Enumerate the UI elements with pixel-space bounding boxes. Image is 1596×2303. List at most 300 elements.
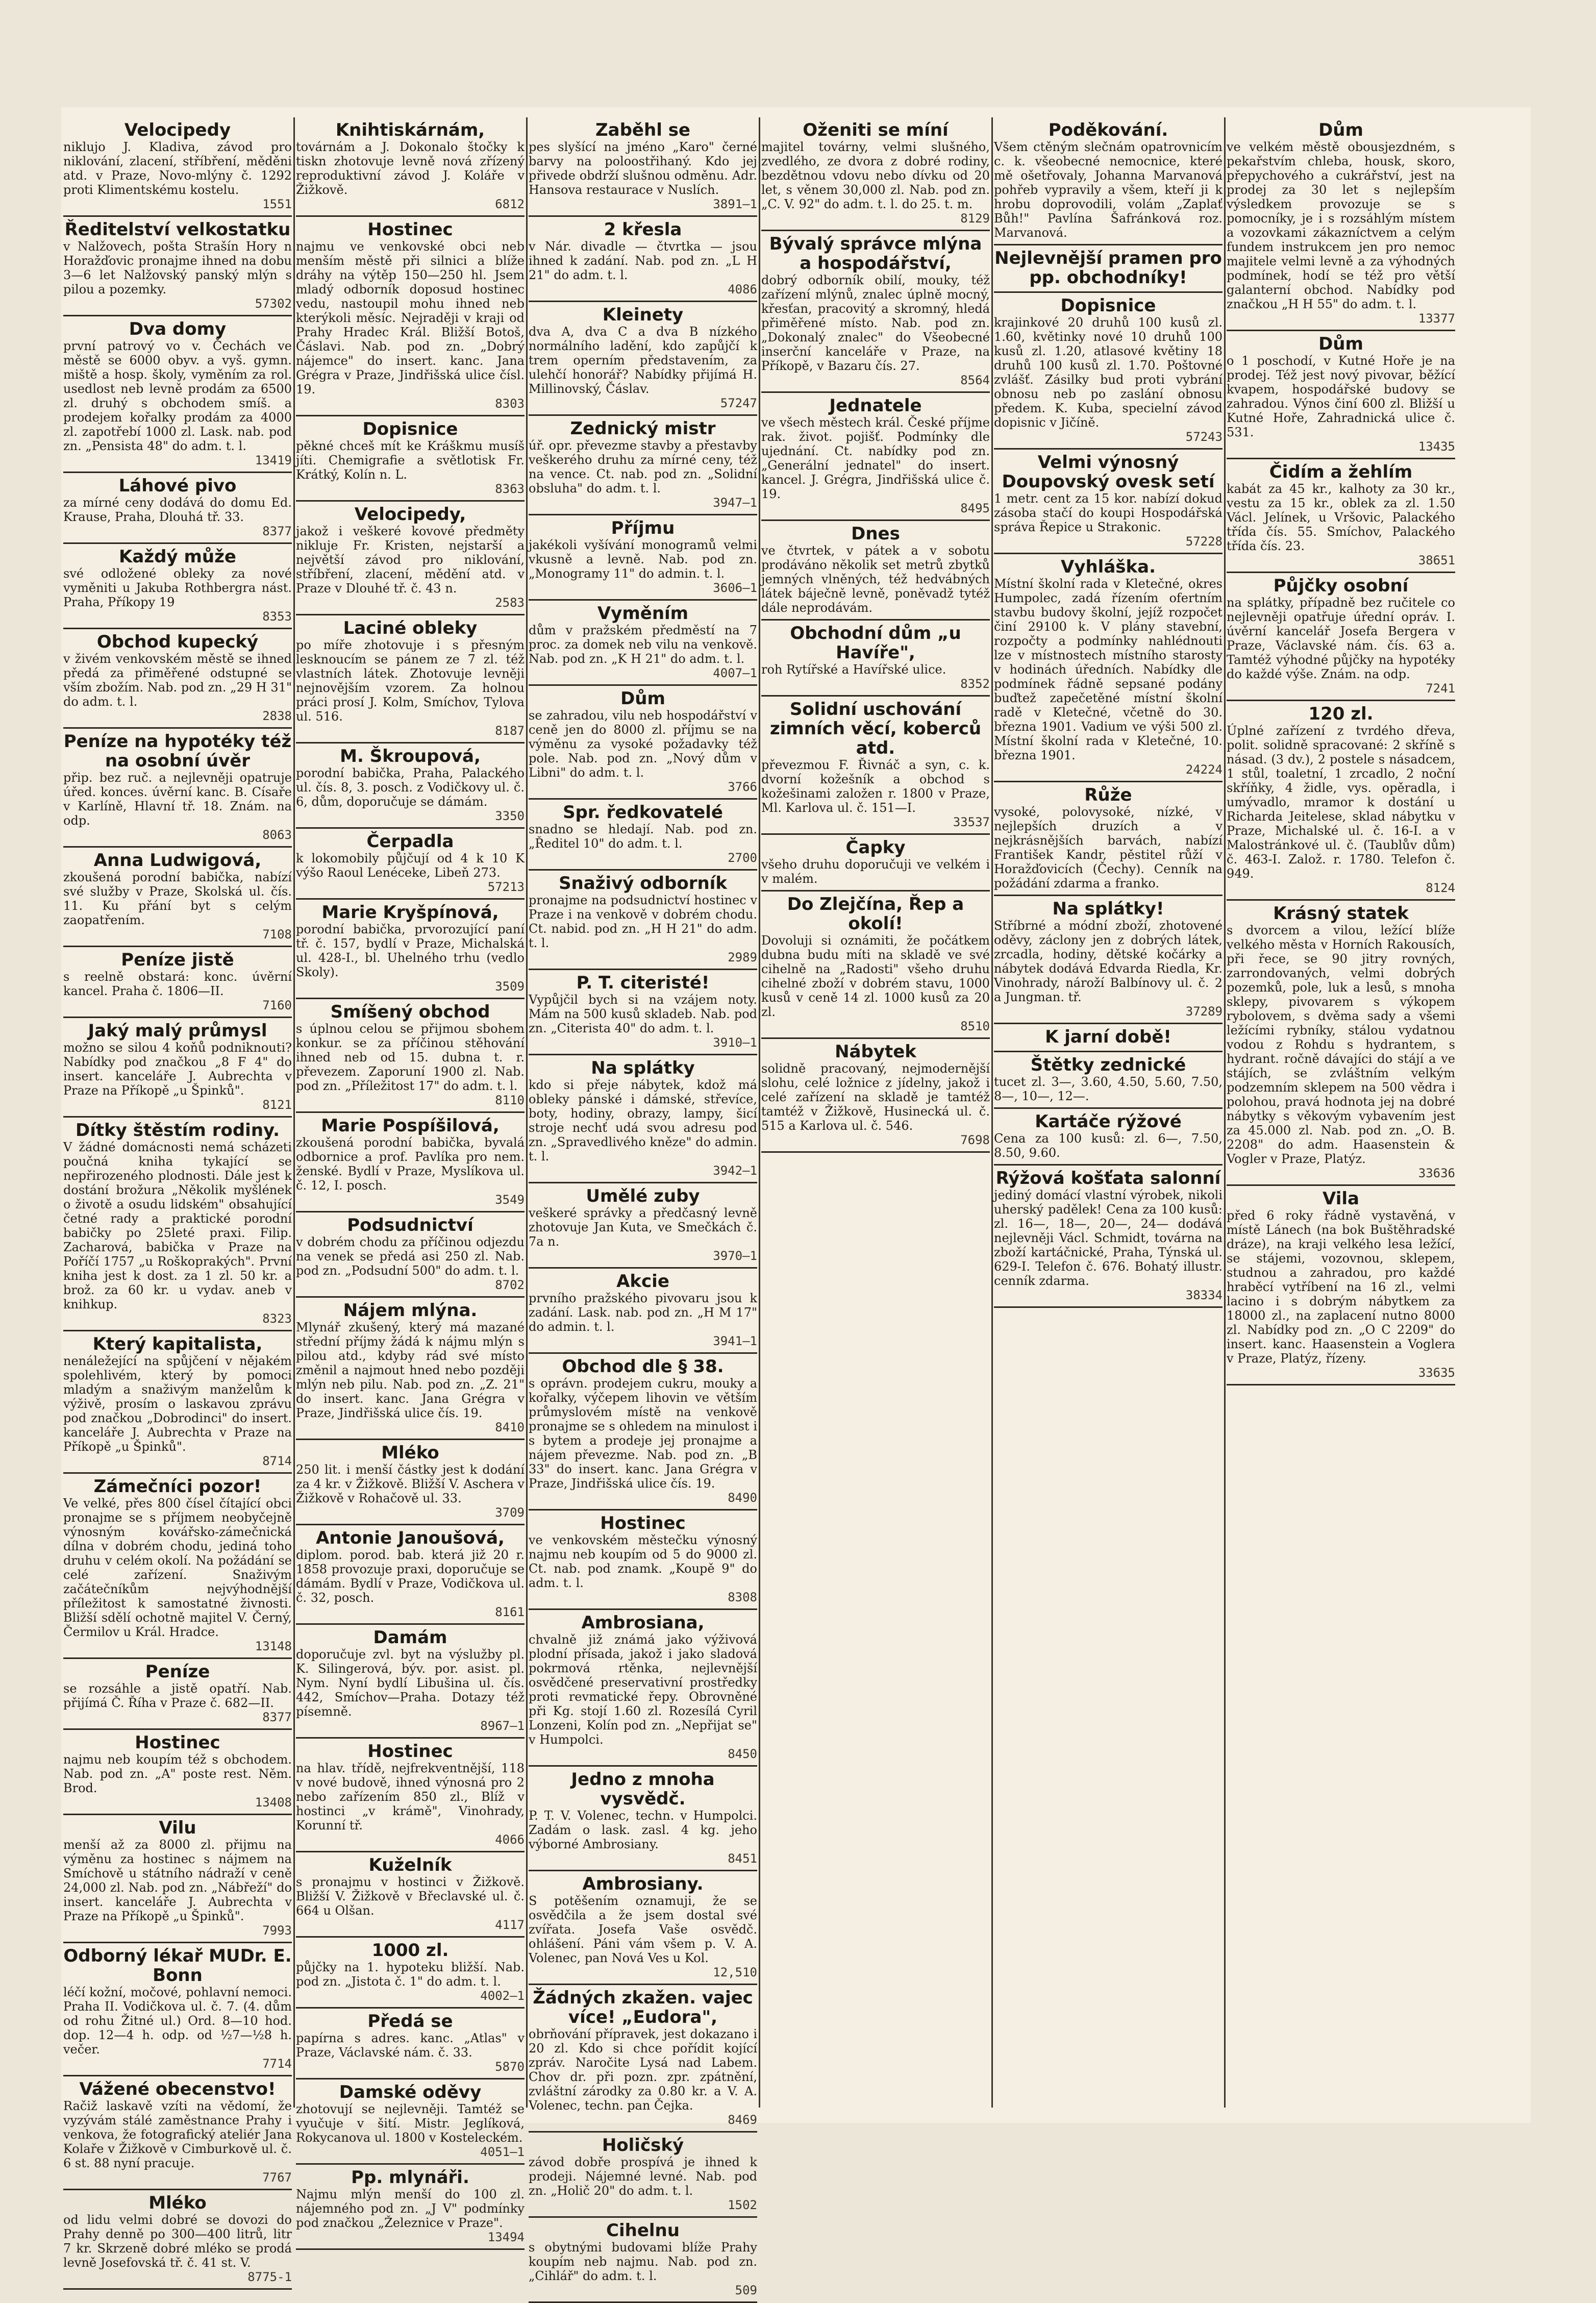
classified-ad	[63, 316, 292, 473]
ad-number: 3709	[495, 1505, 525, 1520]
ad-number: 33537	[953, 815, 990, 829]
classified-ad	[529, 515, 757, 601]
ad-body: Cena za 100 kusů: zl. 6—, 7.50, 8.50, 9.60.	[994, 1131, 1223, 1160]
classified-ad	[761, 393, 990, 521]
ad-body: s obytnými budovami blíže Prahy koupím neb najmu. Nab. pod zn. „Cihlář" do adm. t. l.	[529, 2240, 757, 2283]
classified-ad	[1227, 459, 1455, 573]
ad-body: od lidu velmi dobré se dovozi do Prahy denně po 300—400 litrů, litr 7 kr. Skrzeně dobré mléko se prodá levně Josefovská tř. č. 41 st. V.	[63, 2213, 292, 2270]
classified-ad	[63, 1659, 292, 1730]
ad-heading: Vyměním	[597, 603, 689, 624]
ad-number: 3941—1	[713, 1334, 757, 1348]
ad-body: jediný domácí vlastní výrobek, nikoli uherský padělek! Cena za 100 kusů: zl. 16—, 18—, 20—, 24— dodává nejlevněji Václ. Schmidt, továrna na zboží kartáčnické, Praha, Týnská ul. 629-I. Telefon č. 676. Bohatý illustr. cenník zdarma.	[994, 1188, 1223, 1288]
ad-body: Dovoluji si oznámiti, že počátkem dubna budu míti na skladě ve své cihelně na „Radosti" všeho druhu cihelné zboží v dobrém stavu, 1000 kusů v ceně 14 zl. 1000 kusů za 20 zl.	[761, 933, 990, 1019]
classified-ad	[1227, 331, 1455, 459]
ad-body: s reelně obstará: konc. úvěrní kancel. Praha č. 1806—II.	[63, 970, 292, 998]
ad-heading: 2 křesla	[604, 219, 682, 240]
ad-number: 8110	[495, 1093, 525, 1107]
ad-number: 2838	[262, 709, 292, 723]
ad-body: majitel továrny, velmi slušného, zvedlého, ze dvora z dobré rodiny, bezdětnou vdovu nebo dívku od 20 let, s věnem 30,000 zl. Nab. pod zn. „C. V. 92" do adm. t. l. do 25. t. m.	[761, 140, 990, 211]
ad-body: 250 lit. i menší částky jest k dodání za 4 kr. v Žižkově. Bližší V. Aschera v Žižkově v Rohačově ul. 33.	[296, 1463, 525, 1505]
classified-ad	[63, 1018, 292, 1118]
ad-heading: Kartáče rýžové	[1035, 1111, 1182, 1132]
classified-ad	[994, 1166, 1223, 1308]
ad-heading: Kleinety	[602, 305, 684, 325]
ad-heading: Vila	[1323, 1188, 1359, 1209]
ad-body: diplom. porod. bab. která již 20 r. 1858 provozuje praxi, doporučuje se dámám. Bydlí v Praze, Vodičkova ul. č. 32, posch.	[296, 1548, 525, 1605]
classified-ad	[296, 1739, 525, 1852]
ad-body: veškeré správky a předčasný levně zhotovuje Jan Kuta, ve Smečkách č. 7a n.	[529, 1206, 757, 1249]
ad-body: zhotovují se nejlevněji. Tamtéž se vyučuje v šití. Mistr. Jeglíková, Rokycanova ul. 1800 v Kosteleckém.	[296, 2102, 525, 2145]
ad-heading: Jednatele	[829, 395, 922, 416]
ad-number: 7108	[262, 927, 292, 942]
ad-heading: Odborný lékař MUDr. E. Bonn	[63, 1946, 292, 1986]
column-5	[994, 117, 1223, 2108]
ad-body: pes slyšící na jméno „Karo" černé barvy na poloostřihaný. Kdo jej přivede obdrží slušnou odměnu. Adr. Hansova restaurace v Nuslích.	[529, 140, 757, 197]
ad-heading: Půjčky osobní	[1273, 576, 1409, 596]
ad-body: s dvorcem a vilou, ležící blíže velkého města v Horních Rakousích, při řece, se 90 jitry rovných, zarrondovaných, velmi dobrých pozemků, pole, luk a lesů, s mnoha sklepy, pivovarem s výkopem rybolovem, s dvěma sady a všemi ležícími rybníky, stálou vydatnou vodou z Rohdu s hydrantem, s hydrant. ročně dávajíci do stájí a ve stájích, se zvláštním velkým podzemním sklepem na 500 vědra i polohou, pravá hodnota jej na dobré nábytky s věkovým vybavením jest za 45.000 zl. Nab. pod zn. „O. B. 2208" do adm. Haasenstein & Vogler v Praze, Platýz.	[1227, 923, 1455, 1166]
column-6	[1227, 117, 1455, 2108]
ad-body: na hlav. třídě, nejfrekventnější, 118 v nové budově, ihned výnosná pro 2 nebo zařízením 850 zl., Blíž v hostinci „v krámě", Vinohrady, Korunní tř.	[296, 1761, 525, 1833]
ad-number: 3942—1	[713, 1163, 757, 1178]
ad-body: v dobrém chodu za příčinou odjezdu na venek se předá asi 250 zl. Nab. pod zn. „Podsudní 500" do adm. t. l.	[296, 1235, 525, 1278]
ad-body: Stříbrné a módní zboží, zhotovené oděvy, záclony jen z dobrých látek, zrcadla, hodiny, dětské kočárky a nábytek dodává Edvarda Riedla, Kr. Vinohrady, nároží Balbínovy ul. č. 2 a Jungman. tř.	[994, 919, 1223, 1004]
ad-number: 38334	[1185, 1288, 1223, 1302]
classified-ad	[529, 601, 757, 686]
classified-ad	[63, 117, 292, 217]
ad-body: Všem ctěným slečnám opatrovnicím c. k. všeobecné nemocnice, které mě ošetřovaly, Johanna Marvanová pohřeb vypravily a všem, kteří ji k hrobu doprovodili, volám „Zaplať Bůh!" Pavlína Šafránková roz. Marvanová.	[994, 140, 1223, 240]
classified-ad	[63, 1730, 292, 1815]
ad-body: závod dobře prospívá je ihned k prodeji. Nájemné levné. Nab. pod zn. „Holič 20" do adm. t. l.	[529, 2155, 757, 2198]
ad-heading: Dítky štěstím rodiny.	[76, 1120, 280, 1141]
ad-heading: Hostinec	[135, 1732, 220, 1753]
ad-heading: Obchod kupecký	[96, 632, 259, 652]
classified-ad	[63, 947, 292, 1018]
ad-number: 57243	[1185, 430, 1223, 444]
ad-heading: Čerpadla	[366, 831, 454, 852]
ad-number: 8410	[495, 1420, 525, 1434]
ad-number: 8187	[495, 724, 525, 738]
ad-number: 33635	[1418, 1366, 1455, 1380]
ad-heading: Každý může	[119, 547, 236, 567]
ad-body: své odložené obleky za nové vyměniti u Jakuba Rothbergra nást. Praha, Příkopy 19	[63, 566, 292, 609]
classified-ad	[994, 245, 1223, 293]
ad-heading: M. Škroupová,	[340, 746, 481, 766]
classified-ad	[296, 744, 525, 829]
ad-number: 8352	[960, 677, 990, 691]
ad-number: 13377	[1418, 311, 1455, 326]
classified-ad	[994, 1024, 1223, 1052]
ad-body: najmu ve venkovské obci neb menším městě při silnici a blíže dráhy na výtěp 150—250 hl. Jsem mladý odborník doposud hostinec vedu, nastoupil mohu ihned neb kterýkoli měsíc. Nejraději v kraji od Prahy Hradec Král. Bližší Botoš, Čáslavi. Nab. pod zn. „Dobrý nájemce" do insert. kanc. Jana Grégra v Praze, Jindřišská ulice čísl. 19.	[296, 239, 525, 397]
ad-heading: Štětky zednické	[1030, 1055, 1186, 1075]
classified-ad	[296, 829, 525, 900]
ad-number: 5870	[495, 2060, 525, 2074]
classified-ad	[63, 1943, 292, 2076]
ad-body: za mírné ceny dodává do domu Ed. Krause, Praha, Dlouhá tř. 33.	[63, 496, 292, 524]
ad-body: niklujo J. Kladiva, závod pro niklování, zlacení, stříbření, měděni atd. v Praze, Novo-mlýny č. 1292 proti Klimentskému kostelu.	[63, 140, 292, 197]
classified-ad	[529, 1767, 757, 1871]
ad-body: menší až za 8000 zl. přijmu na výměnu za hostinec s nájmem na Smíchově u státního nádraží v ceně 24,000 zl. Nab. pod zn. „Nábřeží" do insert. kanceláře J. Aubrechta v Praze na Příkopě „u Špinků".	[63, 1838, 292, 1923]
ad-heading: Poděkování.	[1048, 120, 1168, 140]
ad-heading: Peníze jistě	[121, 950, 234, 970]
ad-heading: Knihtiskárnám,	[335, 120, 485, 140]
ad-number: 3947—1	[713, 496, 757, 510]
classified-ad	[296, 1212, 525, 1298]
classified-ad	[994, 1109, 1223, 1166]
ad-body: S potěšením oznamuji, že se osvědčila a že jsem dostal své zvířata. Josefa Vaše osvědč. ohlášení. Páni vám všem p. V. A. Volenec, pan Nová Ves u Kol.	[529, 1894, 757, 1965]
ad-body: nenáležející na spůjčení v nějakém spolehlivém, který by pomoci mladým a snaživým manželům k výživě, prosím o laskavou zprávu pod značkou „Dobrodinci" do insert. kanceláře J. Aubrechta v Praze na Příkopě „u Špinků".	[63, 1354, 292, 1454]
classified-ad	[994, 782, 1223, 896]
classified-ad	[63, 729, 292, 848]
classified-ad	[529, 1183, 757, 1269]
classified-ad	[529, 1985, 757, 2133]
ad-body: továrnám a J. Dokonalo štočky k tiskn zhotovuje levně nová zřízený reproduktivní závod J. Koláře v Žižkově.	[296, 140, 525, 197]
column-1	[63, 117, 292, 2284]
classified-ad	[296, 1525, 525, 1625]
ad-body: vysoké, polovysoké, nízké, v nejlepších druzích a v nejkrásnějších barvách, nabízí František Kandr, pěstitel růží v Horažďovicích (Čechy). Cenník na požádání zdarma a franko.	[994, 805, 1223, 890]
ad-body: Mlynář zkušený, který má mazané střední příjmy žádá k nájmu mlýn s pilou atd., kdyby rád své místo změnil a najmout hned nebo později mlýn neb pilu. Nab. pod zn. „Z. 21" do insert. kanc. Jana Grégra v Praze, Jindřišská ulice čís. 19.	[296, 1320, 525, 1420]
ad-number: 3509	[495, 979, 525, 994]
ad-heading: Hostinec	[367, 219, 453, 240]
classified-ad	[994, 554, 1223, 782]
ad-body: se rozsáhle a jistě opatří. Nab. přijímá Č. Říha v Praze č. 682—II.	[63, 1681, 292, 1710]
ad-body: dva A, dva C a dva B nízkého normálního ladění, kdo zapůjčí k trem operním představením, za ulehčí honorář? Nabídky přijímá H. Millinovský, Čáslav.	[529, 325, 757, 396]
ad-number: 8490	[728, 1491, 757, 1505]
classified-ad	[529, 1871, 757, 1985]
ad-heading: Obchod dle § 38.	[562, 1356, 724, 1377]
ad-body: kabát za 45 kr., kalhoty za 30 kr., vestu za 15 kr., oblek za zl. 1.50 Václ. Jelínek, u Vršovic, Palackého třída čís. 55. Smíchov, Palackého třída čís. 23.	[1227, 482, 1455, 553]
ad-heading: Dopisnice	[1060, 295, 1156, 316]
ad-heading: Láhové pivo	[118, 476, 237, 496]
ad-heading: Holičský	[602, 2135, 684, 2156]
classified-ad	[1227, 1186, 1455, 1385]
ad-body: úř. opr. převezme stavby a přestavby veškerého druhu za mírné ceny, též na vence. Ct. nab. pod zn. „Solidní obsluha" do adm. t. l.	[529, 438, 757, 496]
ad-heading: Na splátky	[591, 1058, 695, 1078]
ad-body: zkoušená porodní babička, byvalá odbornice a prof. Pavlíka pro nem. ženské. Bydlí v Praze, Myslíkova ul. č. 12, I. posch.	[296, 1135, 525, 1193]
classified-ad	[296, 416, 525, 502]
classified-ad	[761, 892, 990, 1039]
ad-number: 7698	[960, 1133, 990, 1147]
ad-heading: Nábytek	[835, 1042, 916, 1062]
classified-ad	[529, 2133, 757, 2218]
classified-ad	[296, 615, 525, 744]
ad-number: 4007—1	[713, 666, 757, 680]
ad-heading: Ředitelství velkostatku	[64, 219, 291, 240]
ad-body: k lokomobily půjčují od 4 k 10 K výšo Raoul Lenéceke, Libeň 273.	[296, 851, 525, 880]
ad-number: 4066	[495, 1833, 525, 1847]
column-rule	[1224, 117, 1226, 2108]
ad-heading: Spr. ředkovatelé	[563, 802, 723, 823]
ad-body: jakékoli vyšívání monogramů velmi vkusně a levně. Nab. pod zn. „Monogramy 11" do admin. t. l.	[529, 538, 757, 581]
classified-ad	[529, 686, 757, 800]
ad-heading: Umělé zuby	[586, 1186, 700, 1206]
ad-number: 24224	[1185, 762, 1223, 777]
classified-ad	[761, 621, 990, 697]
classified-ad	[63, 629, 292, 729]
classified-ad	[296, 1113, 525, 1212]
ad-number: 8161	[495, 1605, 525, 1619]
ad-body: snadno se hledají. Nab. pod zn. „Ředitel 10" do adm. t. l.	[529, 822, 757, 851]
ad-number: 3549	[495, 1193, 525, 1207]
ad-heading: Velmi výnosný Doupovský ovesk setí	[1002, 452, 1215, 492]
ad-body: půjčky na 1. hypoteku bližší. Nab. pod zn. „Jistota č. 1" do adm. t. l.	[296, 1960, 525, 1989]
ad-number: 3766	[728, 780, 757, 794]
column-4	[761, 117, 990, 2108]
classified-ad	[296, 1625, 525, 1739]
ad-number: 37289	[1185, 1004, 1223, 1019]
ad-heading: Zámečníci pozor!	[93, 1476, 262, 1497]
classified-ad	[994, 1052, 1223, 1109]
classified-ad	[296, 999, 525, 1113]
ad-body: solidně pracovaný, nejmodernější slohu, celé ložnice z jídelny, jakož i celé zařízení na skladě je tamtéž tamtéž v Žižkově, Husinecká ul. č. 515 a Karlova ul. č. 546.	[761, 1061, 990, 1133]
ad-heading: Nájem mlýna.	[343, 1300, 478, 1321]
classified-ad	[529, 1055, 757, 1183]
ad-heading: Zednický mistr	[570, 418, 716, 439]
classified-ad	[761, 521, 990, 621]
ad-body: krajinkové 20 druhů 100 kusů zl. 1.60, květinky nové 10 druhů 100 kusů zl. 1.20, atlasové květiny 18 druhů 100 kusů zl. 1.70. Poštovné zvlášť. Zásilky bud proti vybrání obnosu neb po zaslání obnosu předem. K. Kuba, specielní závod dopisnic v Jičíně.	[994, 315, 1223, 430]
classified-ad	[1227, 573, 1455, 701]
classified-ad	[761, 1039, 990, 1153]
ad-body: možno se silou 4 koňů podniknouti? Nabídky pod značkou „8 F 4" do insert. kanceláře J. Aubrechta v Praze na Příkopě „u Špinků".	[63, 1041, 292, 1098]
ad-heading: Peníze	[145, 1662, 210, 1682]
ad-body: porodní babička, prvorozující paní tř. č. 157, bydlí v Praze, Michalská ul. 428-I., bl. Uhelného trhu (vedlo Skoly).	[296, 922, 525, 979]
ad-body: Najmu mlýn menší do 100 zl. nájemného pod zn. „J V" podmínky pod značkou „Železnice v Praze".	[296, 2187, 525, 2230]
ad-body: o 1 poschodí, v Kutné Hoře je na prodej. Též jest nový pivovar, běžící kvapem, hospodářské budovy se zahradou. Výnos činí 600 zl. Bližší u Kutné Hoře, Zahradnická ulice č. 531.	[1227, 354, 1455, 439]
ad-number: 3350	[495, 809, 525, 823]
ad-number: 8308	[728, 1590, 757, 1604]
ad-body: ve všech městech král. České příjme rak. život. pojišť. Podmínky dle ujednání. Ct. nabídky pod zn. „Generální jednatel" do insert. kancel. J. Grégra, Jindřišská ulice č. 19.	[761, 415, 990, 501]
ad-heading: Marie Kryšpínová,	[321, 902, 499, 923]
ad-heading: Rýžová košťata salonní	[995, 1168, 1221, 1188]
classified-ad	[296, 2079, 525, 2165]
ad-body: V žádné domácnosti nemá scházeti poučná kniha tykající se nepřirozeného plodnosti. Dále jest k dostání brožura „Několik myšlének o životě a osudu lidském" obsahující četné rady a praktické porodní babičky po 25leté praxi. Filip. Zacharová, babička v Praze na Poříčí 1757 „u Roškoprakých". První kniha jest k dost. za 1 zl. 50 kr. a brož. za 60 kr. u vydav. aneb v knihkup.	[63, 1140, 292, 1311]
ad-heading: Jedno z mnoha vysvědč.	[571, 1769, 715, 1809]
ad-number: 3970—1	[713, 1249, 757, 1263]
classified-ad	[63, 2190, 292, 2290]
ad-body: se zahradou, vilu neb hospodářství v ceně jen do 8000 zl. příjmu se na výměnu za vysoké požadavky též pole. Nab. pod zn. „Nový dům v Libni" do adm. t. l.	[529, 708, 757, 780]
ad-heading: Čapky	[845, 837, 906, 858]
ad-number: 8353	[262, 609, 292, 624]
ad-body: doporučuje zvl. byt na výslužby pl. K. Silingerová, býv. por. asist. pl. Nym. Nyní bydlí Libušina ul. čís. 442, Smíchov—Praha. Dotazy též písemně.	[296, 1647, 525, 1719]
ad-number: 8510	[960, 1019, 990, 1033]
ad-number: 6812	[495, 197, 525, 211]
ad-body: po míře zhotovuje i s přesným lesknoucím se pánem ze 7 zl. též vlastních látek. Zhotovuje levněji nejnovějším vzorem. Za holnou práci prosí J. Kolm, Smíchov, Tylova ul. 516.	[296, 638, 525, 724]
ad-body: v Nár. divadle — čtvrtka — jsou ihned k zadání. Nab. pod zn. „L H 21" do adm. t. l.	[529, 239, 757, 282]
ad-body: Vypůjčil bych si na vzájem noty. Mám na 500 kusů skladeb. Nab. pod zn. „Citerista 40" do adm. t. l.	[529, 993, 757, 1035]
classified-ad	[63, 1474, 292, 1659]
ad-number: 8564	[960, 373, 990, 387]
ad-number: 13148	[255, 1639, 292, 1653]
ad-number: 8121	[262, 1098, 292, 1112]
ad-heading: Ambrosiany.	[582, 1874, 704, 1894]
classified-ad	[296, 2165, 525, 2250]
ad-body: obrňování přípravek, jest dokazano i 20 zl. Kdo si chce pořídit kojící zpráv. Naročite Lysá nad Labem. Chov dr. při pozn. zpr. zpátnění, zvláštní zárodky za 0.80 kr. a V. A. Volenec, techn. pan Čejka.	[529, 2027, 757, 2113]
ad-number: 33636	[1418, 1166, 1455, 1180]
classified-ad	[296, 2009, 525, 2079]
ad-heading: Čidím a žehlím	[1269, 462, 1413, 482]
ad-heading: Dva domy	[129, 319, 227, 339]
classified-ad	[994, 896, 1223, 1024]
ad-number: 8775-1	[247, 2270, 292, 2284]
ad-number: 8967—1	[480, 1719, 525, 1733]
column-3	[529, 117, 757, 2297]
ad-heading: Akcie	[616, 1271, 669, 1292]
ad-heading: Snaživý odborník	[559, 873, 727, 894]
ad-number: 8495	[960, 501, 990, 515]
ad-number: 7160	[262, 998, 292, 1012]
ad-number: 1502	[728, 2198, 757, 2212]
classified-ad	[761, 835, 990, 892]
classified-ad	[63, 544, 292, 629]
ad-heading: Hostinec	[367, 1741, 453, 1762]
classified-ad	[63, 1118, 292, 1331]
ad-number: 4051—1	[480, 2145, 525, 2159]
ad-body: převezmou F. Řivnáč a syn, c. k. dvorní kožešník a obchod s kožešinami založen r. 1800 v Praze, Ml. Karlova ul. č. 151—I.	[761, 758, 990, 815]
ad-number: 3891—1	[713, 197, 757, 211]
ad-number: 8377	[262, 524, 292, 538]
classified-ad	[761, 231, 990, 393]
classified-ad	[529, 2218, 757, 2303]
ad-body: s pronajmu v hostinci v Žižkově. Bližší V. Žižkově v Břeclavské ul. č. 664 u Olšan.	[296, 1875, 525, 1918]
ad-heading: Předá se	[367, 2011, 453, 2032]
classified-ad	[63, 1815, 292, 1943]
ad-heading: P. T. citeristé!	[576, 973, 710, 993]
ad-number: 57228	[1185, 534, 1223, 549]
ad-heading: Ambrosiana,	[581, 1613, 705, 1633]
classified-ad	[529, 1269, 757, 1354]
ad-body: zkoušená porodní babička, nabízí své služby v Praze, Skolská ul. čís. 11. Ku přání byt s celým zaopatřením.	[63, 870, 292, 927]
ad-number: 8714	[262, 1454, 292, 1468]
ad-heading: Dům	[1318, 120, 1363, 140]
classified-ad	[1227, 701, 1455, 901]
ad-heading: Dopisnice	[362, 419, 458, 439]
ad-number: 7241	[1426, 681, 1455, 696]
ad-body: všeho druhu doporučuji ve velkém i v malém.	[761, 857, 990, 886]
ad-heading: Na splátky!	[1052, 899, 1164, 919]
classified-ad	[63, 473, 292, 544]
classified-ad	[529, 1510, 757, 1610]
ad-number: 7714	[262, 2057, 292, 2071]
ad-number: 13408	[255, 1795, 292, 1810]
ad-number: 8063	[262, 828, 292, 842]
classified-ad	[296, 502, 525, 615]
ad-body: P. T. V. Volenec, techn. v Humpolci. Zadám o lask. zasl. 4 kg. jeho výborné Ambrosiany.	[529, 1809, 757, 1851]
ad-heading: Příjmu	[611, 518, 675, 538]
ad-heading: Který kapitalista,	[92, 1334, 263, 1354]
ad-heading: Peníze na hypotéky též na osobní úvěr	[63, 731, 292, 771]
ad-body: na splátky, případně bez ručitele co nejlevněji opatřuje úřední opráv. I. úvěrní kancelář Josefa Bergera v Praze, Václavské nám. čís. 63 a. Tamtéž výhodné půjčky na hypotéky do každé výše. Znám. na odp.	[1227, 596, 1455, 681]
ad-body: Ve velké, přes 800 čísel čítající obci pronajme se s příjmem neobyčejně výnosným kovářsko-zámečnická dílna v dobrém chodu, jediná toho druhu v celém okolí. Na požádání se celé zařízení. Snaživým začátečníkům nejvýhodnější příležitost k samostatné živnosti. Bližší sdělí ochotně majitel V. Černý, Čermilov u Král. Hradce.	[63, 1496, 292, 1639]
classified-ad	[761, 697, 990, 835]
ad-heading: Obchodní dům „u Havíře",	[790, 623, 961, 663]
ad-heading: 1000 zl.	[371, 1940, 449, 1961]
ad-heading: Dnes	[851, 524, 900, 544]
ad-heading: Cihelnu	[606, 2220, 680, 2241]
ad-body: s úplnou celou se přijmou sbohem konkur. se za příčinou stěhování ihned neb od 15. dubna t. r. převezem. Zaporuní 1900 zl. Nab. pod zn. „Příležitost 17" do adm. t. l.	[296, 1022, 525, 1093]
ad-number: 8129	[960, 211, 990, 226]
ad-number: 509	[735, 2283, 757, 2297]
classified-ad	[1227, 117, 1455, 331]
ad-heading: Růže	[1084, 785, 1132, 805]
column-2	[296, 117, 525, 2244]
ad-number: 57302	[255, 296, 292, 311]
ad-number: 57213	[487, 880, 525, 894]
ad-body: před 6 roky řádně vystavěná, v místě Lánech (na bok Buštěhradské dráze), na kraji velkého lesa ležící, se stájemi, vozovnou, sklepem, studnou a zahradou, pro každé hraběcí vytříbení na 16 zl., velmi lacino i s dobrým nábytkem za 18000 zl., na zaplacení nutno 8000 zl. Nabídky pod zn. „O C 2209" do insert. kanc. Haasenstein a Voglera v Praze, Platýz, řízeny.	[1227, 1208, 1455, 1366]
classified-ad	[63, 2076, 292, 2190]
ad-heading: Anna Ludwigová,	[93, 850, 262, 871]
ad-heading: Damské oděvy	[339, 2082, 482, 2102]
classified-ad	[529, 217, 757, 302]
ad-heading: 120 zl.	[1308, 704, 1374, 724]
classified-ad	[296, 900, 525, 999]
ad-body: pěkné chceš mít ke Kráškmu musíš jíti. Chemigrafie a světlotisk Fr. Krátký, Kolín n. L.	[296, 439, 525, 482]
classified-ad	[63, 217, 292, 316]
column-rule	[526, 117, 528, 2108]
classified-ad	[63, 1331, 292, 1474]
ad-number: 8303	[495, 397, 525, 411]
ad-number: 8363	[495, 482, 525, 496]
ad-body: léčí kožní, močové, pohlavní nemoci. Praha II. Vodičkova ul. č. 7. (4. dům od rohu Žitné ul.) Ord. 8—10 hod. dop. 12—4 h. odp. od ½7—½8 h. večer.	[63, 1985, 292, 2057]
ad-number: 38651	[1418, 553, 1455, 567]
classified-ad	[529, 1610, 757, 1767]
ad-body: s oprávn. prodejem cukru, mouky a kořalky, výčepem lihovin ve větším průmyslovém místě na venkově pronajme se s ohledem na minulost i s bytem a prodeje jej pronajme a nájem převezme. Nab. pod zn. „B 33" do insert. kanc. Jana Grégra v Praze, Jindřišská ulice čís. 19.	[529, 1376, 757, 1491]
ad-number: 1551	[262, 197, 292, 211]
ad-heading: K jarní době!	[1045, 1027, 1171, 1047]
ad-body: tucet zl. 3—, 3.60, 4.50, 5.60, 7.50, 8—, 10—, 12—.	[994, 1075, 1223, 1103]
ad-heading: Mléko	[381, 1443, 439, 1463]
ad-body: 1 metr. cent za 15 kor. nabízí dokud zásoba stačí do koupi Hospodářská správa Řepice u Strakonic.	[994, 491, 1223, 534]
ad-body: dům v pražském předměstí na 7 proc. za domek neb vilu na venkově. Nab. pod zn. „K H 21" do adm. t. l.	[529, 623, 757, 666]
classified-ad	[63, 848, 292, 947]
column-rule	[991, 117, 993, 2108]
ad-number: 8451	[728, 1851, 757, 1866]
ad-body: ve velkém městě obousjezdném, s pekařstvím chleba, housk, skoro, přepychového a cukrářství, jest na prodej za 30 let s nejlepším výsledkem provozuje se s pomocníky, je i s rozsáhlým místem a vozovkami zákazníctvem a celým fundem instrukcem jen pro nemoc majitele velmi levně a za výhodných podmínek, hodí se též pro větší galanterní obchod. Nabídky pod značkou „H H 55" do adm. t. l.	[1227, 140, 1455, 311]
ad-body: jakož i veškeré kovové předměty nikluje Fr. Kristen, nejstarší a největší závod pro niklování, stříbření, zlacení, mědění atd. v Praze v Dlouhé tř. č. 43 n.	[296, 524, 525, 596]
ad-number: 2989	[728, 950, 757, 964]
classified-ad	[529, 970, 757, 1055]
ad-heading: Laciné obleky	[343, 618, 478, 638]
ad-heading: Jaký malý průmysl	[88, 1021, 267, 1041]
ad-heading: Velocipedy,	[354, 504, 466, 525]
ad-heading: Vyhláška.	[1061, 557, 1156, 577]
ad-heading: Oženiti se míní	[803, 120, 949, 140]
classified-ad	[296, 217, 525, 416]
classified-ad	[529, 871, 757, 970]
ad-body: roh Rytířské a Havířské ulice.	[761, 662, 946, 677]
ad-number: 2700	[728, 851, 757, 865]
ad-body: chvalně již známá jako výživová plodní přísada, jakož i jako sladová pokrmová rtěnka, nejlevnější osvědčené preservativní prostředky proti revmatické řepy. Obrovněné při Kg. stojí 1.60 zl. Rozesílá Cyril Lonzeni, Kolín pod zn. „Nepřijat se" v Humpolci.	[529, 1632, 757, 1747]
ad-number: 8702	[495, 1278, 525, 1292]
ad-heading: Velocipedy	[124, 120, 231, 140]
classified-ad	[994, 450, 1223, 554]
column-rule	[293, 117, 295, 2108]
ad-number: 4002—1	[480, 1989, 525, 2003]
ad-body: ve venkovském městečku výnosný najmu neb koupím od 5 do 9000 zl. Ct. nab. pod znamk. „Koupě 9" do adm. t. l.	[529, 1533, 757, 1590]
classified-ad	[529, 117, 757, 217]
ad-heading: Vážené obecenstvo!	[79, 2079, 276, 2099]
ad-heading: Pp. mlynáři.	[351, 2167, 469, 2188]
ad-body: dobrý odborník obilí, mouky, též zařízení mlýnů, znalec úplně mocný, křesťan, pracovitý a skromný, hledá přiměřené místo. Nab. pod zn. „Dokonalý znalec" do Všeobecné inserční kanceláře v Praze, na Příkopě, v Bazaru čís. 27.	[761, 273, 990, 373]
ad-heading: Podsudnictví	[347, 1215, 473, 1235]
ad-heading: Do Zlejčína, Řep a okolí!	[787, 894, 964, 934]
ad-heading: Smíšený obchod	[330, 1002, 490, 1022]
ad-body: pronajme na podsudnictví hostinec v Praze i na venkově v dobrém chodu. Ct. nabid. pod zn. „H H 21" do adm. t. l.	[529, 893, 757, 950]
ad-number: 3606—1	[713, 581, 757, 595]
ad-number: 8469	[728, 2113, 757, 2127]
classified-ad	[296, 1440, 525, 1525]
classified-ad	[1227, 901, 1455, 1186]
classified-ad	[529, 302, 757, 416]
ad-body: v Nalžovech, pošta Strašín Hory n Horažďovic pronajme ihned na dobu 3—6 let Nalžovský panský mlýn s pilou a pozemky.	[63, 239, 292, 296]
